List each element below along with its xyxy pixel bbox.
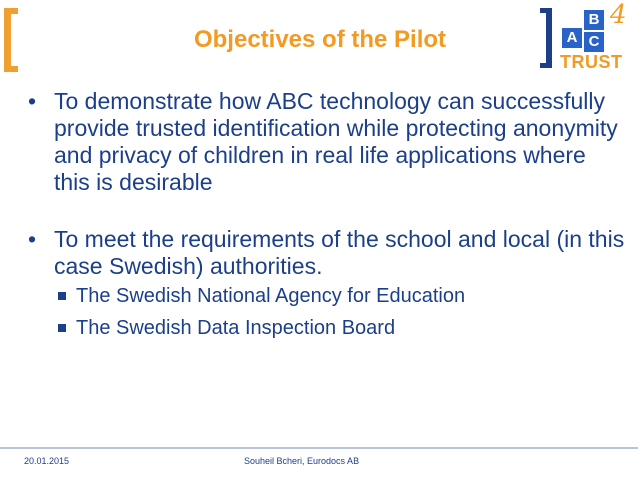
logo-four: 4 — [610, 0, 627, 30]
logo-trust: TRUST — [560, 52, 623, 72]
slide-title: Objectives of the Pilot — [193, 26, 447, 53]
square-bullet-icon — [58, 324, 66, 332]
logo-tile-a: A — [562, 28, 582, 48]
sub-bullet-text: The Swedish Data Inspection Board — [76, 317, 396, 339]
sub-bullet-text: The Swedish National Agency for Education — [76, 285, 466, 307]
footer-author: Souheil Bcheri, Eurodocs AB — [244, 456, 360, 466]
abc4trust-logo — [540, 2, 636, 78]
bullet-dot: • — [28, 226, 37, 252]
bullet-item — [20, 226, 625, 280]
slide-content — [20, 88, 625, 344]
bullet-text: To meet the requirements of the school and local (in this case Swedish) authorities. — [54, 226, 625, 279]
sub-bullet-item — [20, 312, 625, 344]
logo-bracket — [540, 8, 552, 68]
footer-divider — [0, 447, 638, 449]
bullet-text: To demonstrate how ABC technology can successfully provide trusted identification while protecting anonymity and privacy of children in real life applications where this is desirable — [54, 88, 618, 195]
sub-bullet-item — [20, 280, 625, 312]
square-bullet-icon — [58, 292, 66, 300]
logo-tile-c: C — [584, 32, 604, 52]
bullet-item — [20, 88, 625, 196]
footer-date: 20.01.2015 — [24, 456, 70, 466]
logo-tile-b: B — [584, 10, 604, 30]
left-bracket-decoration — [4, 8, 18, 72]
bullet-dot: • — [28, 88, 37, 114]
